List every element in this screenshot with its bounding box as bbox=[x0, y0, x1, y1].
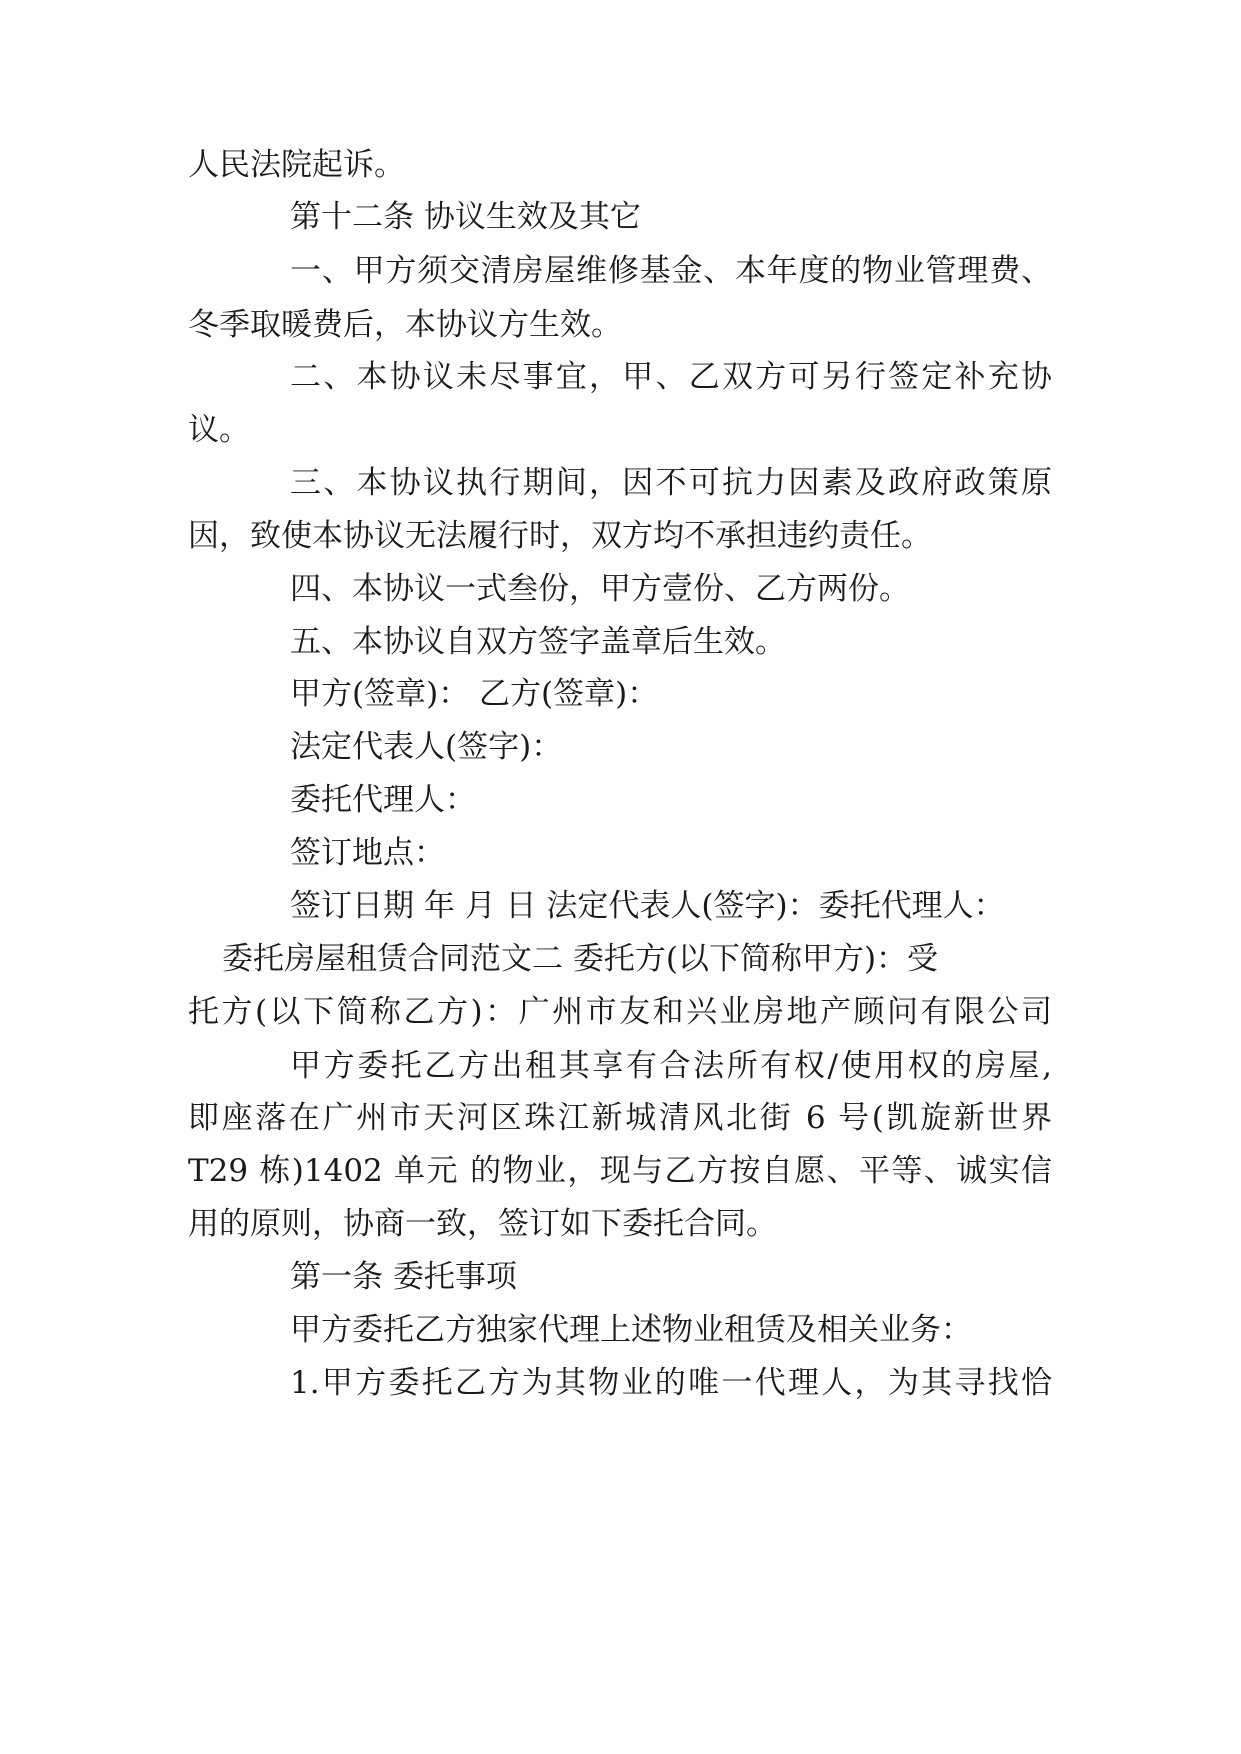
text-line-6: 议。 bbox=[188, 412, 250, 448]
contract-two-title-line: 委托房屋租赁合同范文二 委托方(以下简称甲方)：受 bbox=[222, 941, 939, 977]
signing-date-line: 签订日期 年 月 日 法定代表人(签字)：委托代理人： bbox=[290, 888, 1005, 924]
text-line-19: 即座落在广州市天河区珠江新城清风北街 6 号(凯旋新世界 bbox=[188, 1100, 1052, 1136]
text-line-3: 一、甲方须交清房屋维修基金、本年度的物业管理费、 bbox=[290, 253, 1052, 289]
text-line-8: 因，致使本协议无法履行时，双方均不承担违约责任。 bbox=[188, 518, 932, 554]
text-line-17: 托方(以下简称乙方)：广州市友和兴业房地产顾问有限公司 bbox=[188, 994, 1052, 1030]
legal-representative-line: 法定代表人(签字)： bbox=[290, 729, 563, 765]
text-line-24: 1.甲方委托乙方为其物业的唯一代理人，为其寻找恰 bbox=[290, 1365, 1052, 1401]
signing-place-line: 签订地点： bbox=[290, 835, 445, 871]
text-line-4: 冬季取暖费后，本协议方生效。 bbox=[188, 307, 622, 343]
text-line-9: 四、本协议一式叁份，甲方壹份、乙方两份。 bbox=[290, 571, 910, 607]
text-line-10: 五、本协议自双方签字盖章后生效。 bbox=[290, 624, 786, 660]
text-line-20: T29 栋)1402 单元 的物业，现与乙方按自愿、平等、诚实信 bbox=[188, 1153, 1052, 1189]
article-12-heading: 第十二条 协议生效及其它 bbox=[290, 199, 641, 235]
text-line-7: 三、本协议执行期间，因不可抗力因素及政府政策原 bbox=[290, 465, 1052, 501]
text-line-5: 二、本协议未尽事宜，甲、乙双方可另行签定补充协 bbox=[290, 359, 1052, 395]
text-line-21: 用的原则，协商一致，签订如下委托合同。 bbox=[188, 1206, 777, 1242]
authorized-agent-line: 委托代理人： bbox=[290, 782, 476, 818]
text-line-18: 甲方委托乙方出租其享有合法所有权/使用权的房屋, bbox=[290, 1048, 1052, 1084]
signature-parties-line: 甲方(签章)： 乙方(签章)： bbox=[290, 676, 659, 712]
text-line-23: 甲方委托乙方独家代理上述物业租赁及相关业务： bbox=[290, 1312, 972, 1348]
text-line-1: 人民法院起诉。 bbox=[188, 147, 405, 183]
article-1-heading: 第一条 委托事项 bbox=[290, 1259, 517, 1295]
